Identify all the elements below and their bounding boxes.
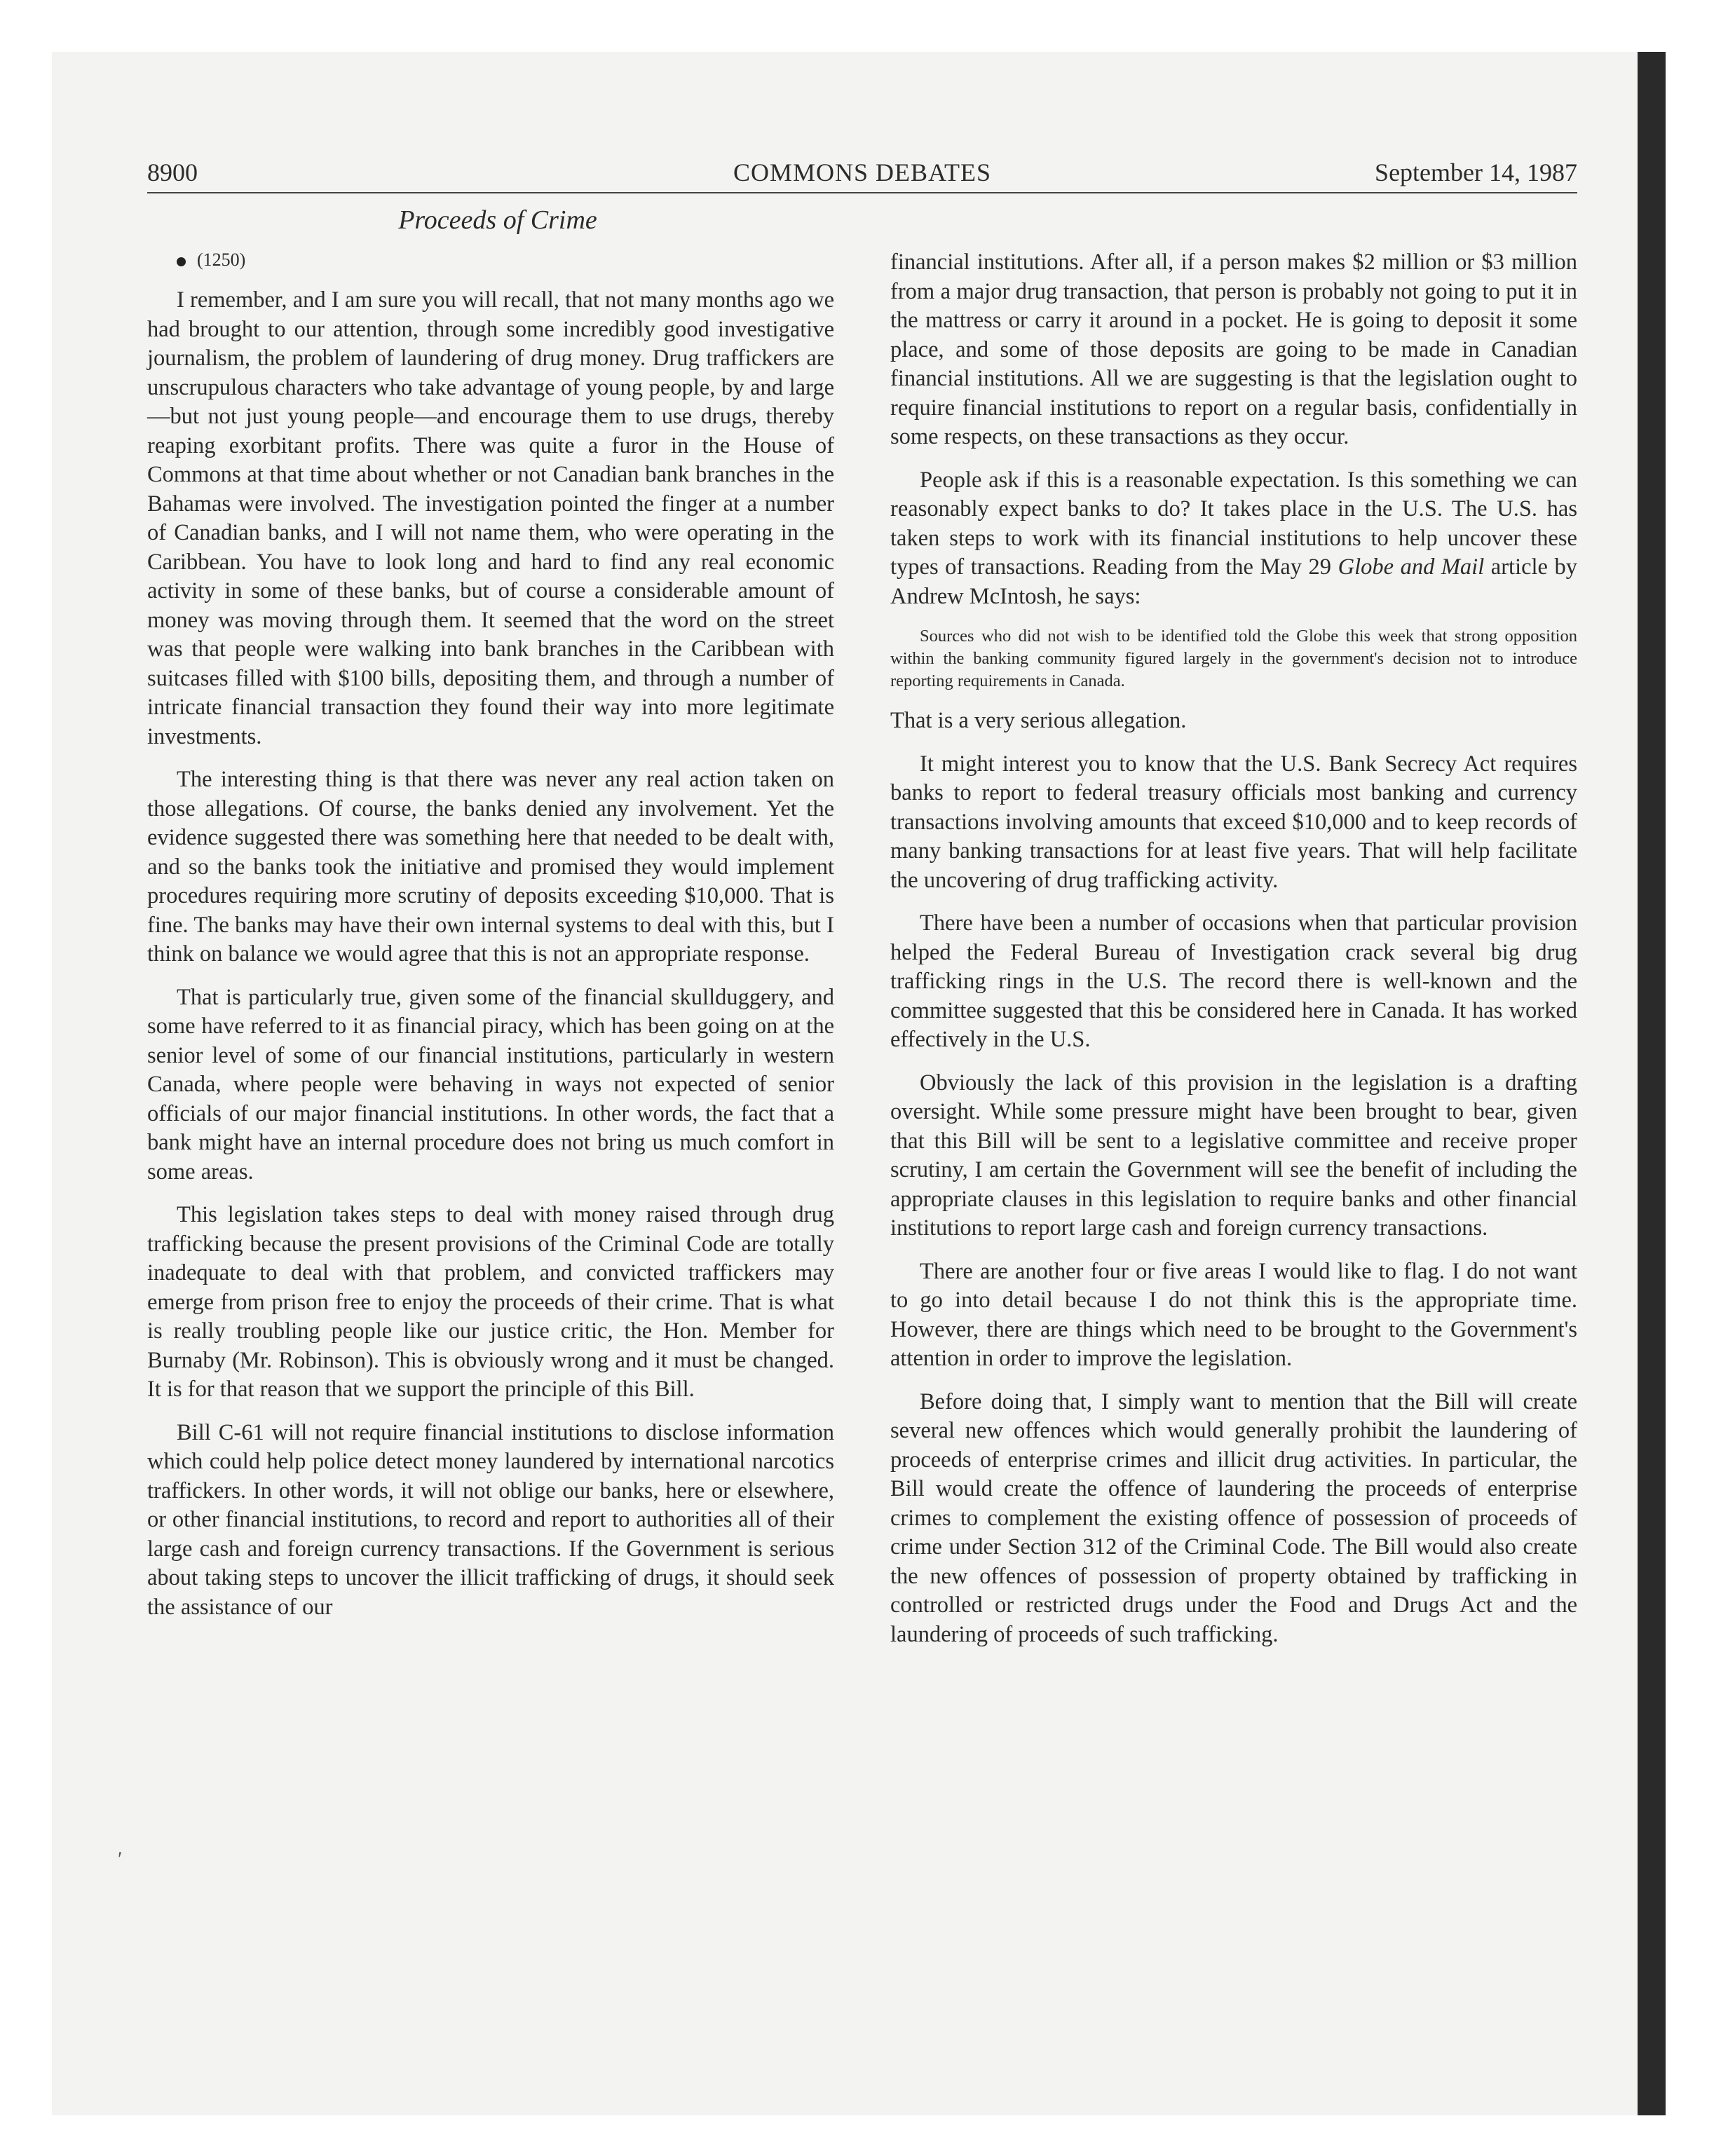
paragraph: I remember, and I am sure you will recall, that not many months ago we had brought to our attention, through some incredibly good investigative journalism, the problem of laundering of drug money. Drug traffickers are unscrupulous characters who take advantage of young people, by and large—but not just young people—and encourage them to use drugs, thereby reaping exorbitant profits. There was quite a furor in the House of Commons at that time about whether or not Canadian bank branches in the Bahamas were involved. The investigation pointed the finger at a number of Canadian banks, and I will not name them, who were operating in the Caribbean. You have to look long and hard to find any real economic activity in some of these banks, but of course a considerable amount of money was moving through them. It seemed that the word on the street was that people were walking into bank branches in the Caribbean with suitcases filled with $100 bills, depositing them, and through a number of intricate financial transaction they found their way into more legitimate investments. — [147, 287, 834, 749]
page-number: 8900 — [147, 158, 198, 186]
paragraph: Before doing that, I simply want to mention that the Bill will create several new offences which would generally prohibit the laundering of proceeds of enterprise crimes and illicit drug activities. In particular, the Bill would create the offence of laundering the proceeds of enterprise crimes to complement the existing offence of possession of proceeds of crime under Section 312 of the Criminal Code. The Bill would also create the new offences of possession of property obtained by trafficking in controlled or restricted drugs under the Food and Drugs Act and the laundering of proceeds of such trafficking. — [890, 1389, 1577, 1647]
paragraph-continuation: financial institutions. After all, if a person makes $2 million or $3 million from a major drug transaction, that person is probably not going to put it in the mattress or carry it around in a pocket. He is going to deposit it some place, and some of those deposits are going to be made in Canadian financial institutions. All we are suggesting is that the legislation ought to require financial institutions to report on a regular basis, confidentially in some respects, on these transactions as they occur. — [890, 250, 1577, 449]
time-marker — [147, 248, 834, 272]
globe-end-text: article by Andrew McIntosh, he says: — [890, 554, 1578, 609]
paragraph: Obviously the lack of this provision in the legislation is a drafting oversight. While some pressure might have been brought to bear, given that this Bill will be sent to a legislative committee and receive proper scrutiny, I am certain the Government will see the benefit of including the appropriate clauses in this legislation to require banks and other financial institutions to report large cash and foreign currency transactions. — [890, 1070, 1577, 1241]
stray-mark: ʹ — [118, 1848, 123, 1871]
paragraph: The interesting thing is that there was never any real action taken on those allegations. Of course, the banks denied any involvement. Yet the evidence suggested there was something here that needed to be dealt with, and so the banks took the initiative and promised they would implement procedures requiring more scrutiny of deposits exceeding $10,000. That is fine. The banks may have their own internal systems to deal with this, but I think on balance we would agree that this is not an appropriate response. — [147, 767, 834, 967]
globe-intro-text: People ask if this is a reasonable expectation. Is this something we can reasonably expect banks to do? It takes place in the U.S. The U.S. has taken steps to work with its financial institutions to help uncover these types of transactions. Reading from the May 29 — [890, 467, 1577, 580]
block-quote: Sources who did not wish to be identified told the Globe this week that strong opposition within the banking community figured largely in the government's decision not to introduce reporting requirements in Canada. — [890, 627, 1577, 690]
paragraph: There have been a number of occasions when that particular provision helped the Federal Bureau of Investigation crack several big drug trafficking rings in the U.S. The record there is well-known and the committee suggested that this be considered here in Canada. It has worked effectively in the U.S. — [890, 910, 1577, 1052]
publication-date: September 14, 1987 — [1375, 158, 1577, 186]
paragraph: There are another four or five areas I would like to flag. I do not want to go into detail because I do not think this is the appropriate time. However, there are things which need to be brought to the Government's attention in order to improve the legislation. — [890, 1258, 1577, 1371]
section-title: Proceeds of Crime — [398, 205, 597, 235]
right-column — [890, 248, 1577, 1663]
paragraph-globe-reference — [890, 466, 1577, 612]
scan-edge-shadow — [1638, 52, 1666, 2115]
left-column — [147, 248, 834, 1636]
page-header — [147, 156, 1577, 193]
newspaper-title: Globe and Mail — [1338, 554, 1485, 580]
document-page — [118, 0, 1584, 2156]
paragraph: It might interest you to know that the U.S. Bank Secrecy Act requires banks to report to federal treasury officials most banking and currency transactions involving amounts that exceed $10,000 and to keep records of many banking transactions for at least five years. That will help facilitate the uncovering of drug trafficking activity. — [890, 751, 1577, 893]
paragraph-after-quote: That is a very serious allegation. — [890, 708, 1187, 733]
paragraph: This legislation takes steps to deal with money raised through drug trafficking because the present provisions of the Criminal Code are totally inadequate to deal with that problem, and convicted traffickers may emerge from prison free to enjoy the proceeds of their crime. That is what is really troubling people like our justice critic, the Hon. Member for Burnaby (Mr. Robinson). This is obviously wrong and it must be changed. It is for that reason that we support the principle of this Bill. — [147, 1202, 834, 1402]
time-marker-label: (1250) — [197, 250, 246, 270]
publication-title: COMMONS DEBATES — [733, 158, 992, 186]
bullet-icon — [177, 257, 186, 266]
paragraph: That is particularly true, given some of the financial skullduggery, and some have referred to it as financial piracy, which has been going on at the senior level of some of our financial institutions, particularly in western Canada, where people were behaving in ways not expected of senior officials of our major financial institutions. In other words, the fact that a bank might have an internal procedure does not bring us much comfort in some areas. — [147, 984, 834, 1185]
paragraph: Bill C-61 will not require financial institutions to disclose information which could help police detect money laundered by international narcotics traffickers. In other words, it will not oblige our banks, here or elsewhere, or other financial institutions, to record and report to authorities all of their large cash and foreign currency transactions. If the Government is serious about taking steps to uncover the illicit trafficking of drugs, it should seek the assistance of our — [147, 1419, 834, 1620]
